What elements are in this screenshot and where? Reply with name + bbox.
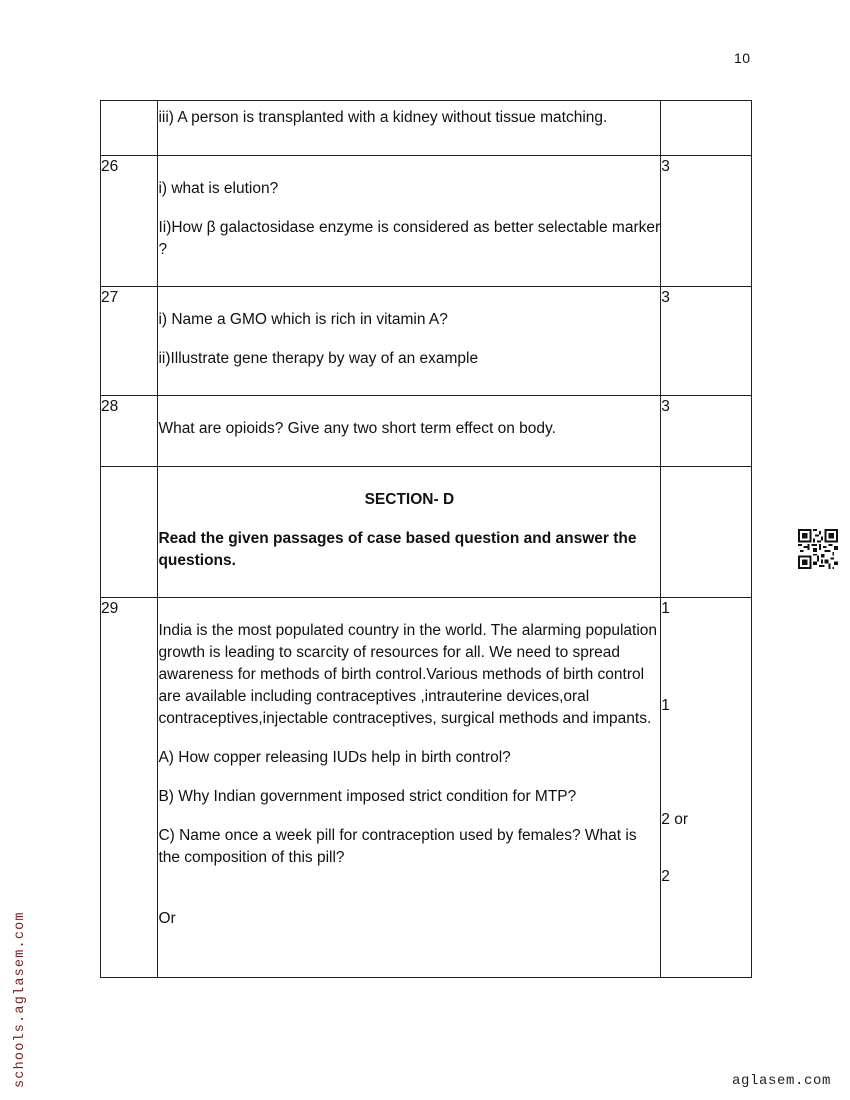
question-number: 26 <box>101 156 158 287</box>
or-label: Or <box>158 910 176 927</box>
question-line: ii)Illustrate gene therapy by way of an example <box>158 350 479 367</box>
question-line: i) what is elution? <box>158 180 279 197</box>
question-text <box>158 287 661 396</box>
section-block <box>158 467 661 598</box>
marks: 2 or <box>661 811 689 828</box>
table-row <box>101 396 752 467</box>
side-watermark: schools.aglasem.com <box>13 911 28 1088</box>
marks <box>661 101 752 156</box>
table-row <box>101 287 752 396</box>
marks: 3 <box>661 396 752 467</box>
question-table <box>100 100 752 978</box>
question-text <box>158 156 661 287</box>
table-row <box>101 156 752 287</box>
marks: 1 <box>661 600 670 617</box>
table-row <box>101 598 752 978</box>
table-row <box>101 467 752 598</box>
question-number <box>101 101 158 156</box>
marks: 3 <box>661 156 752 287</box>
qr-code-icon <box>798 529 838 569</box>
question-line: i) Name a GMO which is rich in vitamin A? <box>158 311 448 328</box>
section-instruction: Read the given passages of case based question and answer the questions. <box>158 530 637 569</box>
question-line: Ii)How β galactosidase enzyme is considered as better selectable marker ? <box>158 219 661 258</box>
question-number <box>101 467 158 598</box>
question-text <box>158 101 661 156</box>
question-line: iii) A person is transplanted with a kidney without tissue matching. <box>158 109 608 126</box>
question-number: 28 <box>101 396 158 467</box>
sub-question: C) Name once a week pill for contraception used by females? What is the composition of this pill? <box>158 827 637 866</box>
question-text <box>158 396 661 467</box>
marks-column <box>661 598 752 978</box>
page-number: 10 <box>734 50 751 66</box>
marks: 2 <box>661 868 670 885</box>
sub-question: B) Why Indian government imposed strict condition for MTP? <box>158 788 577 805</box>
table-row <box>101 101 752 156</box>
question-number: 27 <box>101 287 158 396</box>
question-line: What are opioids? Give any two short term effect on body. <box>158 420 556 437</box>
case-passage: India is the most populated country in the world. The alarming population growth is leading to scarcity of resources for all. We need to spread awareness for methods of birth control.Various methods of birth control are available including contraceptives ,intrauterine devices,oral contraceptives,injectable contraceptives, surgical methods and impants. <box>158 622 658 727</box>
question-text <box>158 598 661 978</box>
marks: 3 <box>661 287 752 396</box>
question-number: 29 <box>101 598 158 978</box>
sub-question: A) How copper releasing IUDs help in birth control? <box>158 749 511 766</box>
section-heading: SECTION- D <box>364 491 455 508</box>
footer-watermark: aglasem.com <box>732 1073 832 1089</box>
marks: 1 <box>661 697 670 714</box>
marks <box>661 467 752 598</box>
